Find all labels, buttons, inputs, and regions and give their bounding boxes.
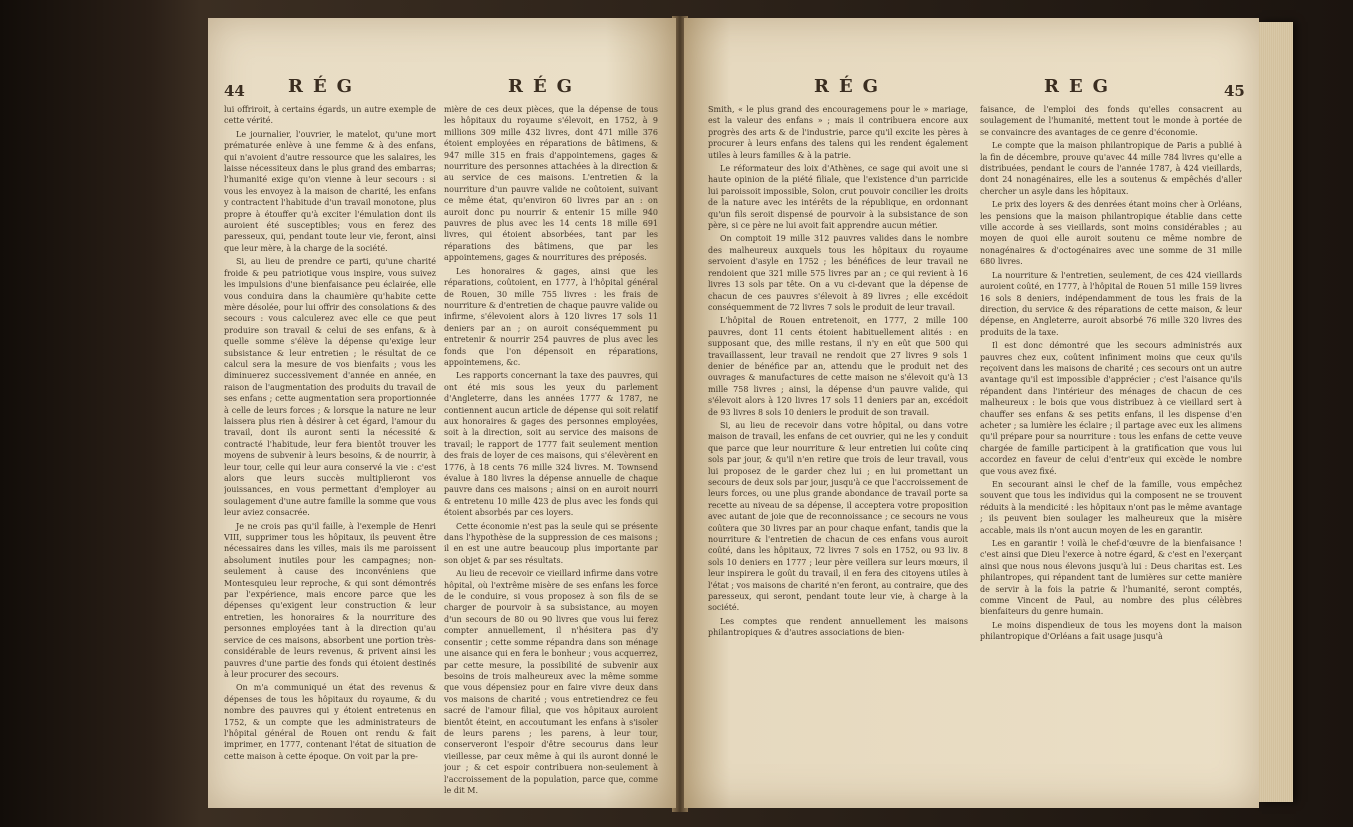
paragraph: Les comptes que rendent annuellement les maisons philantropiques & d'autres associations de bien-	[708, 616, 968, 638]
paragraph: Au lieu de recevoir ce vieillard infirme dans votre hôpital, où l'extrême misère de ses enfans les force de le conduire, si vous proposez à son fils de se charger de pourvoir à sa subsistance, au moyen d'un secours de 80 ou 90 livres que vous lui ferez compter annuellement, il n'hésitera pas d'y consentir ; cette somme répandra dans son ménage une aisance qui en fera le bonheur ; vous acquerrez, par cette mesure, la possibilité de subvenir aux besoins de trois malheureux avec la même somme que vous dépensiez pour en faire vivre deux dans vos maisons de charité ; vous entretiendrez ce feu sacré de l'amour filial, que vos hôpitaux auroient bientôt éteint, en accoutumant les enfans à s'isoler de leurs parens ; les parens, à leur tour, conserveront l'espoir d'être secourus dans leur vieillesse, par ceux même à qui ils auront donné le jour ; & cet espoir contribuera non-seulement à l'accroissement de la population, parce que, comme le dit M.	[444, 569, 658, 795]
paragraph: faisance, de l'emploi des fonds qu'elles consacrent au soulagement de l'humanité, mettent tout le monde à portée de se convaincre des avantages de ce genre d'économie.	[980, 105, 1242, 137]
right-column-2	[980, 104, 1242, 804]
paragraph: Les en garantir ! voilà le chef-d'œuvre de la bienfaisance ! c'est ainsi que Dieu l'exerce à notre égard, & c'est en l'exerçant ainsi que nous nous élevons jusqu'à lui : Deus charitas est. Les philantropes, qui répandent tant de lumières sur cette manière de servir à la fois la patrie & l'humanité, seront comptés, comme Vincent de Paul, au nombre des plus célèbres bienfaiteurs du genre humain.	[980, 539, 1242, 617]
paragraph: L'hôpital de Rouen entretenoit, en 1777, 2 mille 100 pauvres, dont 11 cents étoient habituellement alités : en supposant que, des mille restans, il n'y en eût que 500 qui travaillassent, leur travail ne rendoit que 27 livres 9 sols 1 denier de bénéfice par an, attendu que le produit net des ouvrages & manufactures de cette maison ne s'élevoit qu'à 13 mille 758 livres ; ainsi, la dépense d'un pauvre valide, qui s'élevoit alors à 120 livres 17 sols 11 deniers par an, excédoit de 93 livres 8 sols 10 deniers le produit de son travail.	[708, 316, 968, 417]
paragraph: La nourriture & l'entretien, seulement, de ces 424 vieillards auroient coûté, en 1777, à l'hôpital de Rouen 51 mille 159 livres 16 sols 8 deniers, indépendamment de tous les frais de la direction, du service & des réparations de cette maison, & leur dépense, en Angleterre, auroit absorbé 76 mille 320 livres des produits de la taxe.	[980, 270, 1242, 337]
paragraph: En secourant ainsi le chef de la famille, vous empêchez souvent que tous les individus qui la composent ne se trouvent réduits à la mendicité : les hôpitaux n'ont pas le même avantage ; ils peuvent bien soulager les malheureux que la misère accable, mais ils n'ont aucun moyen de les en garantir.	[980, 480, 1242, 535]
paragraph: Le journalier, l'ouvrier, le matelot, qu'une mort prématurée enlève à une femme & à des enfans, qui n'avoient d'autre ressource que les salaires, les laisse nécessiteux dans le plus grand des embarras; l'humanité exige qu'on vienne à leur secours : si vous les envoyez à la maison de charité, les enfans y contractent l'habitude d'un travail monotone, plus propre à étouffer qu'à exciter l'émulation dont ils auroient été susceptibles; vous en ferez des paresseux, qui, pendant toute leur vie, feront, ainsi que leur mère, à la charge de la société.	[224, 129, 436, 253]
paragraph: Les rapports concernant la taxe des pauvres, qui ont été mis sous les yeux du parlement d'Angleterre, dans les années 1777 & 1787, ne contiennent aucun article de dépense qui soit relatif aux honoraires & gages des personnes employées, soit à la direction, soit au service des maisons de travail; le rapport de 1777 fait seulement mention des frais de loyer de ces maisons, qui s'élevèrent en 1776, à 18 cents 76 mille 324 livres. M. Townsend évalue à 180 livres la dépense annuelle de chaque pauvre dans ces maisons ; ainsi on en auroit nourri & entretenu 10 mille 423 de plus avec les fonds qui étoient absorbés par ces loyers.	[444, 371, 658, 518]
left-header-left: RÉG	[288, 76, 363, 97]
right-page	[684, 18, 1259, 808]
left-page	[208, 18, 676, 808]
left-column-2	[444, 104, 658, 804]
paragraph: Cette économie n'est pas la seule qui se présente dans l'hypothèse de la suppression de ces maisons ; il en est une autre beaucoup plus importante par son objet & par ses résultats.	[444, 521, 658, 565]
right-header-right: REG	[1044, 76, 1119, 97]
page-edges	[1259, 22, 1293, 802]
right-column-1	[708, 104, 968, 804]
paragraph: lui offriroit, à certains égards, un autre exemple de cette vérité.	[224, 105, 436, 126]
paragraph: Si, au lieu de prendre ce parti, qu'une charité froide & peu patriotique vous inspire, vous suivez les impulsions d'une bienfaisance peu éclairée, elle vous conduira dans la chaumière qu'habite cette mère désolée, pour lui offrir des consolations & des secours : vous calculerez avec elle ce que peut produire son travail & celui de ses enfans, & à quelle somme s'élève la dépense qu'exige leur subsistance & leur entretien ; le résultat de ce calcul sera la mesure de vos bienfaits ; vous les diminuerez successivement d'année en année, en raison de l'augmentation des produits du travail de ses enfans ; cette augmentation sera proportionnée à celle de leurs forces ; & lorsque la nature ne leur laissera plus rien à désirer à cet égard, l'amour du travail, dont ils auront senti la nécessité & contracté l'habitude, leur fera bientôt trouver les moyens de subvenir à leurs besoins, & de nourrir, à leur tour, celle qui leur aura conservé la vie : c'est alors que leurs succès multiplieront vos jouissances, en vous permettant d'employer au soulagement d'une autre famille la somme que vous leur aviez consacrée.	[224, 257, 436, 518]
paragraph: Smith, « le plus grand des encouragemens pour le » mariage, est la valeur des enfans » ; mais il contribuera encore aux progrès des arts & de l'industrie, parce qu'il excite les pères à procurer à leurs enfans des talens qui les rendent également utiles à leurs familles & à la patrie.	[708, 105, 968, 160]
right-header-left: RÉG	[814, 76, 889, 97]
paragraph: Si, au lieu de recevoir dans votre hôpital, ou dans votre maison de travail, les enfans de cet ouvrier, qui ne les y conduit que parce que leur nourriture & leur entretien lui coûte cinq sols par jour, & qu'il n'en retire que trois de leur travail, vous lui proposez de le garder chez lui ; en lui promettant un secours de deux sols par jour, jusqu'à ce que l'accroissement de leurs forces, ou une plus grande abondance de travail porte sa recette au niveau de sa dépense, il acceptera votre proposition avec autant de joie que de reconnoissance ; ce secours ne vous coûtera que 30 livres par an pour chaque enfant, tandis que la nourriture & l'entretien de chacun de ces enfans vous auroit coûté, dans les hôpitaux, 72 livres 7 sols en 1752, ou 93 liv. 8 sols 10 deniers en 1777 ; leur père veillera sur leurs mœurs, il leur inspirera le goût du travail, il en fera des citoyens utiles à l'état ; vos maisons de charité n'en feront, au contraire, que des paresseux, qui seront, pendant toute leur vie, à charge à la société.	[708, 420, 968, 613]
paragraph: Le réformateur des loix d'Athènes, ce sage qui avoit une si haute opinion de la piété filiale, que l'existence d'un parricide lui paroissoit impossible, Solon, crut pouvoir concilier les droits de la nature avec les intérêts de la république, en ordonnant qu'un fils seroit dispensé de pourvoir à la subsistance de son père, si ce père ne lui avoit fait apprendre aucun métier.	[708, 164, 968, 231]
paragraph: Il est donc démontré que les secours administrés aux pauvres chez eux, coûtent infiniment moins que ceux qu'ils reçoivent dans les maisons de charité ; ces secours ont un autre avantage qu'il est impossible d'apprécier ; c'est l'aisance qu'ils répandent dans l'intérieur des ménages de chacun de ces malheureux : le bois que vous distribuez à ce vieillard sert à chauffer ses enfans & ses petits enfans, il les dispense d'en acheter ; sa lumière les éclaire ; il partage avec eux les alimens qu'il prépare pour sa nourriture : tous les enfans de cette veuve chargée de famille participent à la gratification que vous lui accordez en faveur de celui d'entr'eux qui excède le nombre que vous avez fixé.	[980, 341, 1242, 476]
paragraph: Le compte que la maison philantropique de Paris a publié à la fin de décembre, prouve qu'avec 44 mille 784 livres qu'elle a distribuées, pendant le cours de l'année 1787, à 424 vieillards, dont 24 nonagénaires, elle les a soutenus & empêchés d'aller chercher un asyle dans les hôpitaux.	[980, 141, 1242, 196]
paragraph: On comptoit 19 mille 312 pauvres valides dans le nombre des malheureux auxquels tous les hôpitaux du royaume servoient d'asyle en 1752 ; les bénéfices de leur travail ne rendoient que 321 mille 575 livres par an ; ce qui revient à 16 livres 13 sols par tête. On a vu ci-devant que la dépense de chacun de ces pauvres s'élevoit à 89 livres ; elle excédoit conséquemment de 72 livres 7 sols le produit de leur travail.	[708, 234, 968, 312]
left-page-number: 44	[224, 82, 245, 100]
left-header-right: RÉG	[508, 76, 583, 97]
paragraph: Le moins dispendieux de tous les moyens dont la maison philantropique d'Orléans a fait usage jusqu'à	[980, 620, 1242, 642]
paragraph: Les honoraires & gages, ainsi que les réparations, coûtoient, en 1777, à l'hôpital général de Rouen, 30 mille 755 livres : les frais de nourriture & d'entretien de chaque pauvre valide ou infirme, s'élevoient alors à 120 livres 17 sols 11 deniers par an ; on auroit conséquemment pu entretenir & nourrir 254 pauvres de plus avec les fonds que l'on dépensoit en réparations, appointemens, &c.	[444, 266, 658, 367]
paragraph: mière de ces deux pièces, que la dépense de tous les hôpitaux du royaume s'élevoit, en 1752, à 9 millions 309 mille 432 livres, dont 471 mille 376 étoient employées en réparations de bâtimens, & 947 mille 315 en frais d'appointemens, gages & nourriture des personnes attachées à la direction & au service de ces maisons. L'entretien & la nourriture d'un pauvre valide ne coûtoient, suivant ce même état, qu'environ 60 livres par an : on auroit donc pu nourrir & entenir 15 mille 940 pauvres de plus avec les 14 cents 18 mille 691 livres, qui étoient absorbées, tant par les réparations des bâtimens, que par les appointemens, gages & nourritures des préposés.	[444, 105, 658, 263]
left-column-1	[224, 104, 436, 804]
paragraph: Je ne crois pas qu'il faille, à l'exemple de Henri VIII, supprimer tous les hôpitaux, ils peuvent être nécessaires dans les villes, mais ils me paroissent absolument inutiles pour les campagnes; non-seulement à cause des inconvéniens que Montesquieu leur reproche, & qui sont démontrés par l'expérience, mais encore parce que les dépenses qu'exigent leur construction & leur entretien, les honoraires & la nourriture des personnes employées tant à la direction qu'au service de ces maisons, absorbent une portion très-considérable de leurs revenus, & privent ainsi les pauvres d'une partie des fonds qui étoient destinés à leur procurer des secours.	[224, 521, 436, 679]
paragraph: On m'a communiqué un état des revenus & dépenses de tous les hôpitaux du royaume, & du nombre des pauvres qui y étoient entretenus en 1752, & un compte que les administrateurs de l'hôpital général de Rouen ont rendu & fait imprimer, en 1777, contenant l'état de situation de cette maison à cette époque. On voit par la pre-	[224, 683, 436, 761]
right-page-number: 45	[1224, 82, 1245, 100]
paragraph: Le prix des loyers & des denrées étant moins cher à Orléans, les pensions que la maison philantropique établie dans cette ville accorde à ses vieillards, sont moins considérables ; au moyen de quoi elle auroit soutenu ce même nombre de nonagénaires & d'octogénaires avec une somme de 31 mille 680 livres.	[980, 200, 1242, 267]
